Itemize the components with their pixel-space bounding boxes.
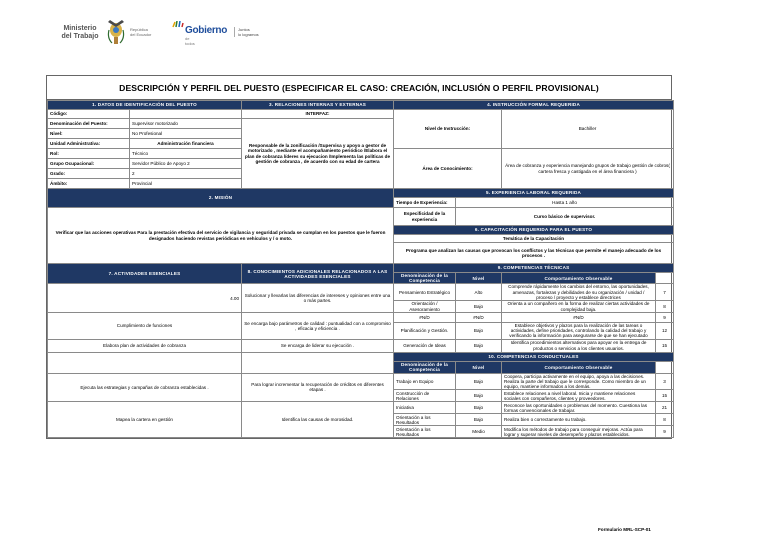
- section-conocimientos-header: 8. CONOCIMIENTOS ADICIONALES RELACIONADOS A LAS ACTIVIDADES ESENCIALES: [242, 264, 394, 284]
- cc-nivel-2: Bajo: [456, 390, 502, 402]
- tiempo-experiencia-value: Hasta 1 año: [456, 198, 674, 208]
- cc-denominacion-2: Construcción de Relaciones: [394, 390, 456, 402]
- relaciones-text: Responsable de la zonificación /Supervisa y apoyo a gestor de motorizado , mediante el acompañamiento periódico /Elabora el plan de cobranza líderes su ejecucion /Implementa las políticas de gestión de cobranza , de acuerdo con su edad de cartera: [242, 119, 394, 189]
- gobierno-sub: de todos: [185, 36, 195, 46]
- section-capacitacion-header: 6. CAPACITACIÓN REQUERIDA PARA EL PUESTO: [394, 226, 674, 235]
- cc-num-1: 3: [656, 373, 674, 390]
- cc-comportamiento-3: Reconoce las oportunidades o problemas del momento. Cuestiona las formas convencionales de trabajar.: [502, 402, 656, 414]
- actividad-2: Cumplimiento de funciones: [48, 313, 242, 340]
- conocimiento-4: Para lograr incrementar la recuperación de créditos en diferentes etapas .: [242, 373, 394, 402]
- cc-col-denominacion: Denominación de la Competencia: [394, 361, 456, 373]
- ct-comportamiento-2: Orienta a un compañero en la forma de realizar ciertas actividades de complejidad baja.: [502, 301, 656, 313]
- conocimiento-2: Se encarga bajo parámetros de calidad : puntualidad con a compromiso , eficacia y eficiencia .: [242, 313, 394, 340]
- id-value-ambito: Provincial: [130, 179, 242, 189]
- ct-comportamiento-5: Identifica procedimientos alternativos para apoyar en la entrega de productos o servicios a los clientes usuarios.: [502, 339, 656, 352]
- cc-denominacion-5: Orientación a los Resultados: [394, 426, 456, 438]
- ct-num-3: 9: [656, 313, 674, 323]
- id-value-grado: 2: [130, 169, 242, 179]
- actividad-4: Ejecuta las estrategias y campañas de cobranza establecidas .: [48, 373, 242, 402]
- id-label-unidad: Unidad Administrativa:: [48, 139, 130, 149]
- cc-num-2: 15: [656, 390, 674, 402]
- especificidad-value: Curso básico de supervisor.: [456, 208, 674, 226]
- capacitacion-text: Programa que analizan las causas que provocan los conflictos y las técnicas que permite el manejo adecuado de los procesos .: [394, 243, 674, 264]
- form-title: DESCRIPCIÓN Y PERFIL DEL PUESTO (ESPECIFICAR EL CASO: CREACIÓN, INCLUSIÓN O PERFIL PROVISIONAL): [47, 76, 671, 100]
- conocimiento-3: Se encarga de liderar su ejecución .: [242, 339, 394, 352]
- area-conocimiento-value: Área de cobranza y experiencia manejando grupos de trabajo gestión de cobros( cartera fresca y castigada en el área financiera ): [502, 149, 674, 189]
- id-value-grupo: Servidor Público de Apoyo 2: [130, 159, 242, 169]
- section-competencias-tecnicas-header: 9. COMPETENCIAS TÉCNICAS: [394, 264, 674, 273]
- form-code: Formulario MRL-SCP-01: [598, 527, 651, 532]
- actividad-spacer: [48, 352, 242, 373]
- cc-nivel-3: Bajo: [456, 402, 502, 414]
- nivel-instruccion-label: Nivel de Instrucción:: [394, 110, 502, 149]
- cc-col-num: [656, 361, 674, 373]
- gobierno-logo-icon: [172, 21, 184, 33]
- cc-num-3: 21: [656, 402, 674, 414]
- especificidad-label: Especificidad de la experiencia: [394, 208, 456, 226]
- ct-denominacion-5: Generación de Ideas: [394, 339, 456, 352]
- id-value-codigo: [130, 110, 242, 119]
- cc-nivel-4: Bajo: [456, 414, 502, 426]
- ct-denominacion-1: Pensamiento Estratégico: [394, 284, 456, 301]
- actividad-3: Elabora plan de actividades de cobranza: [48, 339, 242, 352]
- ecuador-seal-icon: [106, 18, 126, 46]
- id-label-ambito: Ámbito:: [48, 179, 130, 189]
- ct-col-num: [656, 273, 674, 284]
- id-label-nivel: Nivel:: [48, 129, 130, 139]
- interfaz-label: INTERFAZ:: [242, 110, 394, 119]
- conocimiento-5: Identifica las causas de morosidad.: [242, 402, 394, 438]
- republica-text: República del Ecuador: [130, 27, 152, 37]
- id-value-unidad: Administración financiera: [130, 139, 242, 149]
- ct-num-5: 15: [656, 339, 674, 352]
- form-grid: [47, 100, 674, 438]
- cc-denominacion-4: Orientación a los Resultados: [394, 414, 456, 426]
- ct-num-4: 12: [656, 323, 674, 340]
- cc-denominacion-1: Trabajo en Equipo: [394, 373, 456, 390]
- ct-comportamiento-1: Comprende rápidamente los cambios del entorno, las oportunidades, amenazas, fortalezas y debilidades de su organización / unidad / proceso / proyecto y establece directrices: [502, 284, 656, 301]
- section-experiencia-header: 5. EXPERIENCIA LABORAL REQUERIDA: [394, 189, 674, 198]
- section-relaciones-header: 3. RELACIONES INTERNAS Y EXTERNAS: [242, 101, 394, 110]
- section-instruccion-header: 4. INSTRUCCIÓN FORMAL REQUERIDA: [394, 101, 674, 110]
- cc-num-5: 9: [656, 426, 674, 438]
- ct-col-nivel: Nivel: [456, 273, 502, 284]
- actividad-1: 4.00: [48, 284, 242, 313]
- ct-nivel-5: Bajo: [456, 339, 502, 352]
- ministerio-logo-text: Ministerio del Trabajo: [61, 25, 99, 40]
- section-identificacion-header: 1. DATOS DE IDENTIFICACIÓN DEL PUESTO: [48, 101, 242, 110]
- ct-nivel-4: Bajo: [456, 323, 502, 340]
- cc-nivel-5: Medio: [456, 426, 502, 438]
- conocimiento-1: Solucionar y llevarlas las diferencias de intereses y opiniones entre una o más partes.: [242, 284, 394, 313]
- cc-comportamiento-2: Establece relaciones a nivel laboral. Inicia y mantiene relaciones sociales con compañeros, clientes y proveedores.: [502, 390, 656, 402]
- ct-denominacion-4: Planificación y Gestión.: [394, 323, 456, 340]
- id-value-rol: Técnico: [130, 149, 242, 159]
- ct-nivel-3: #N/D: [456, 313, 502, 323]
- section-actividades-header: 7. ACTIVIDADES ESENCIALES: [48, 264, 242, 284]
- id-label-codigo: Código:: [48, 110, 130, 119]
- ct-denominacion-2: Orientación / Asesoramiento: [394, 301, 456, 313]
- conocimiento-spacer: [242, 352, 394, 373]
- cc-col-nivel: Nivel: [456, 361, 502, 373]
- ct-num-2: 8: [656, 301, 674, 313]
- id-label-grupo: Grupo Ocupacional:: [48, 159, 130, 169]
- ct-nivel-2: Bajo: [456, 301, 502, 313]
- cc-col-comportamiento: Comportamiento Observable: [502, 361, 656, 373]
- cc-comportamiento-5: Modifica los métodos de trabajo para conseguir mejoras. Actúa para lograr y superar niveles de desempeño y plazos establecidos.: [502, 426, 656, 438]
- actividad-5: Mapea la cartera en gestión: [48, 402, 242, 438]
- id-value-nivel: No Profesional: [130, 129, 242, 139]
- cc-denominacion-3: Iniciativa: [394, 402, 456, 414]
- area-conocimiento-label: Área de Conocimiento:: [394, 149, 502, 189]
- id-value-denominacion: Supervisor motorizado: [130, 119, 242, 129]
- id-label-rol: Rol:: [48, 149, 130, 159]
- cc-nivel-1: Bajo: [456, 373, 502, 390]
- ct-col-comportamiento: Comportamiento Observable: [502, 273, 656, 284]
- ct-comportamiento-4: Establece objetivos y plazos para la realización de las tareas o actividades, define prioridades, controlando la calidad del trabajo y verificando la información para asegurarse de que se han ejecutado: [502, 323, 656, 340]
- tiempo-experiencia-label: Tiempo de Experiencia:: [394, 198, 456, 208]
- section-mision-header: 2. MISIÓN: [48, 189, 394, 208]
- cc-num-4: 8: [656, 414, 674, 426]
- ct-col-denominacion: Denominación de la Competencia: [394, 273, 456, 284]
- gobierno-slogan: Juntos lo logramos: [234, 27, 284, 37]
- ct-denominacion-3: #N/D: [394, 313, 456, 323]
- mision-text: Verificar que las acciones operativas Para la prestación efectiva del servicio de vigilancia y seguridad privada se cumplan en los puestos que le fueron designados haciendo revistas periódicas en vehículos y / o moto.: [48, 208, 394, 264]
- cc-comportamiento-1: Coopera, participa activamente en el equipo, apoya a las decisiones. Realiza la parte del trabajo que le corresponde. Como miembro de un equipo, mantiene informados a los demás.: [502, 373, 656, 390]
- ct-comportamiento-3: #N/D: [502, 313, 656, 323]
- ct-nivel-1: Alto: [456, 284, 502, 301]
- gobierno-name: Gobierno: [185, 25, 228, 36]
- ct-num-1: 7: [656, 284, 674, 301]
- id-label-denominacion: Denominación del Puesto:: [48, 119, 130, 129]
- nivel-instruccion-value: Bachiller: [502, 110, 674, 149]
- job-description-form: [46, 75, 672, 439]
- id-label-grado: Grado:: [48, 169, 130, 179]
- tematica-label: Temática de la Capacitación: [394, 235, 674, 243]
- cc-comportamiento-4: Realiza bien o correctamente su trabajo.: [502, 414, 656, 426]
- section-competencias-conductuales-header: 10. COMPETENCIAS CONDUCTUALES: [394, 352, 674, 361]
